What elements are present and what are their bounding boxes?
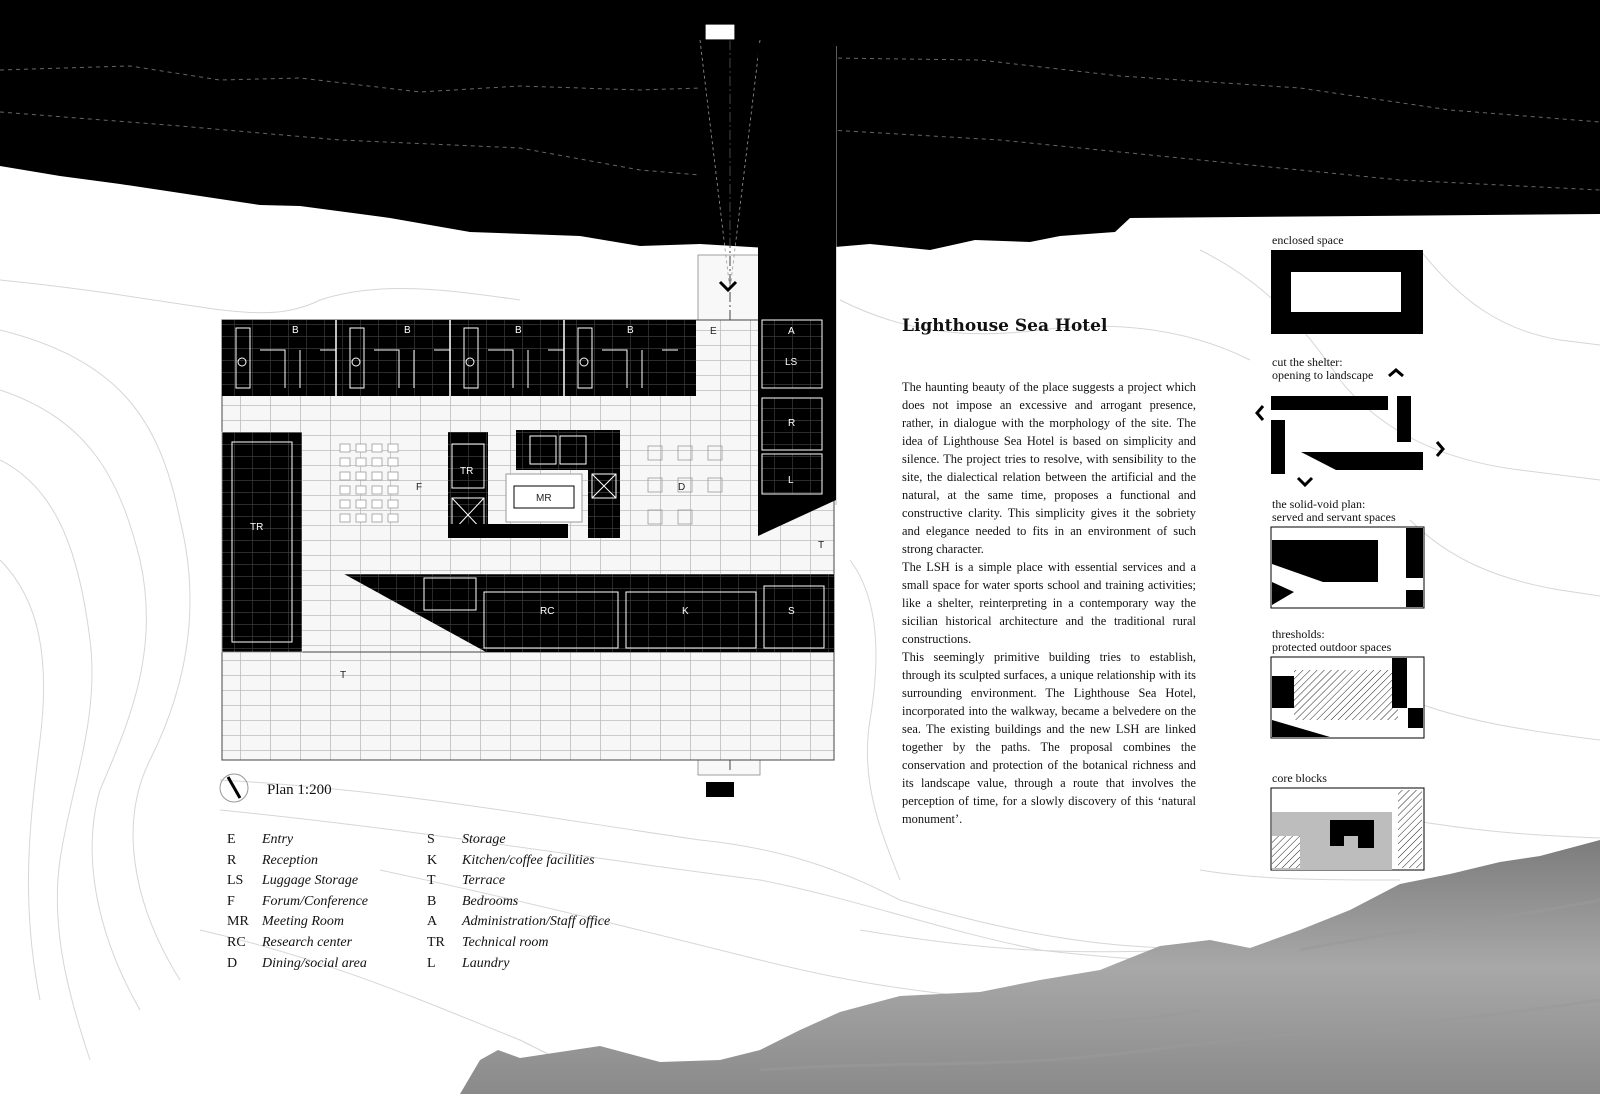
diagram-thresholds	[1271, 657, 1424, 738]
legend-code: F	[227, 893, 235, 909]
legend-name: Research center	[262, 934, 353, 950]
legend-row	[227, 832, 457, 853]
legend-code: MR	[227, 914, 249, 930]
legend-code: E	[227, 832, 236, 847]
caption-line: core blocks	[1272, 771, 1327, 785]
room-label-s: S	[788, 606, 795, 617]
legend-name: Kitchen/coffee facilities	[462, 852, 595, 868]
caption-line: cut the shelter:	[1272, 355, 1343, 369]
room-label-l: L	[788, 475, 794, 486]
legend-name: Technical room	[462, 934, 549, 950]
legend-row	[227, 894, 457, 915]
legend-name: Storage	[462, 832, 506, 847]
room-label-ls: LS	[785, 357, 798, 368]
caption-line: opening to landscape	[1272, 368, 1374, 382]
paragraph-1: The haunting beauty of the place suggests a project which does not impose an excessive and arrogant presence, rather, in dialogue with the morphology of the site. The idea of Lighthouse Sea Hotel is based on simplicity and silence. The project tries to resolve, with sensibility to the site, the dialectical relation between the artificial and the natural, at the same time, proposes a functional and constructive clarity. This simplicity gives it the sobriety and elegance needed to fits in an environment of such strong character.	[902, 380, 1196, 556]
legend-code: K	[427, 852, 438, 868]
caption-line: the solid-void plan:	[1272, 497, 1366, 511]
diagram-caption-enclosed	[1272, 234, 1432, 247]
room-label-k: K	[682, 606, 689, 617]
legend-name: Meeting Room	[262, 914, 345, 930]
legend-code: R	[227, 852, 237, 868]
diagram-caption-thresholds	[1272, 628, 1432, 654]
legend-name: Reception	[262, 852, 318, 868]
legend-name: Entry	[262, 832, 294, 847]
caption-line: protected outdoor spaces	[1272, 640, 1392, 654]
room-label-b4: B	[627, 325, 634, 336]
legend-name: Laundry	[462, 955, 510, 971]
room-label-b1: B	[292, 325, 299, 336]
room-label-b2: B	[404, 325, 411, 336]
diagram-solid-void	[1271, 527, 1424, 608]
paragraph-2: The LSH is a simple place with essential services and a small space for water sports school and training activities; like a shelter, reinterpreting in a contemporary way the sicilian historical architecture and the traditional rural constructions.	[902, 560, 1196, 646]
room-label-t-bottom: T	[340, 670, 347, 681]
legend-row	[427, 914, 657, 935]
room-label-b3: B	[515, 325, 522, 336]
north-arrow-icon	[220, 774, 248, 802]
legend-row	[427, 853, 657, 874]
description-text	[902, 378, 1196, 828]
legend-name: Luggage Storage	[262, 873, 359, 889]
room-label-d: D	[678, 482, 686, 493]
legend-name: Dining/social area	[262, 955, 367, 971]
legend-code: S	[427, 832, 435, 847]
diagram-cut	[1257, 370, 1443, 485]
room-label-mr: MR	[536, 493, 552, 504]
room-label-rc: RC	[540, 606, 555, 617]
caption-line: thresholds:	[1272, 627, 1325, 641]
room-label-t-right: T	[818, 540, 825, 551]
legend-row	[227, 956, 457, 977]
caption-line: served and servant spaces	[1272, 510, 1396, 524]
diagram-caption-core	[1272, 772, 1432, 785]
tower-rooms	[762, 320, 822, 494]
room-label-r: R	[788, 418, 796, 429]
legend-row	[227, 873, 457, 894]
legend-row	[227, 914, 457, 935]
legend-code: T	[427, 873, 436, 889]
page-title: Lighthouse Sea Hotel	[902, 316, 1108, 336]
legend-code: B	[427, 893, 437, 909]
tr-left-block	[222, 432, 302, 652]
legend-code: D	[227, 955, 238, 971]
legend-code: TR	[427, 934, 445, 950]
caption-line: enclosed space	[1272, 233, 1344, 247]
room-label-tr-left: TR	[250, 522, 264, 533]
legend-column-left	[227, 832, 457, 976]
central-core	[448, 430, 620, 538]
legend-name: Forum/Conference	[262, 893, 369, 909]
legend-row	[427, 873, 657, 894]
room-label-tr-mid: TR	[460, 466, 474, 477]
legend-code: A	[427, 914, 438, 930]
legend-code: LS	[227, 873, 244, 889]
legend-row	[427, 832, 657, 853]
legend-code: RC	[227, 934, 246, 950]
diagram-enclosed	[1271, 250, 1423, 334]
room-label-a: A	[788, 326, 795, 337]
legend-row	[227, 853, 457, 874]
legend-column-right	[427, 832, 657, 976]
diagram-caption-solid-void	[1272, 498, 1432, 524]
room-label-e: E	[710, 326, 717, 337]
legend-row	[427, 935, 657, 956]
scale-label: Plan 1:200	[267, 782, 332, 798]
legend-name: Administration/Staff office	[462, 914, 611, 930]
legend-name: Terrace	[462, 873, 506, 889]
legend-row	[427, 894, 657, 915]
legend-row	[227, 935, 457, 956]
legend-row	[427, 956, 657, 977]
legend-name: Bedrooms	[462, 893, 519, 909]
legend-code: L	[427, 955, 436, 971]
room-label-f: F	[416, 482, 423, 493]
diagram-core-blocks	[1271, 788, 1424, 870]
paragraph-3: This seemingly primitive building tries to establish, through its sculpted surfaces, a unique relationship with its surrounding environment. The Lighthouse Sea Hotel, incorporated into the walkway, became a belvedere on the sea. The existing buildings and the new LSH are linked together by the paths. The proposal combines the conservation and protection of the botanical richness and its landscape value, through a route that involves the perception of time, for a slowly discovery of this ‘natural monument’.	[902, 650, 1196, 826]
diagram-caption-cut	[1272, 356, 1432, 382]
